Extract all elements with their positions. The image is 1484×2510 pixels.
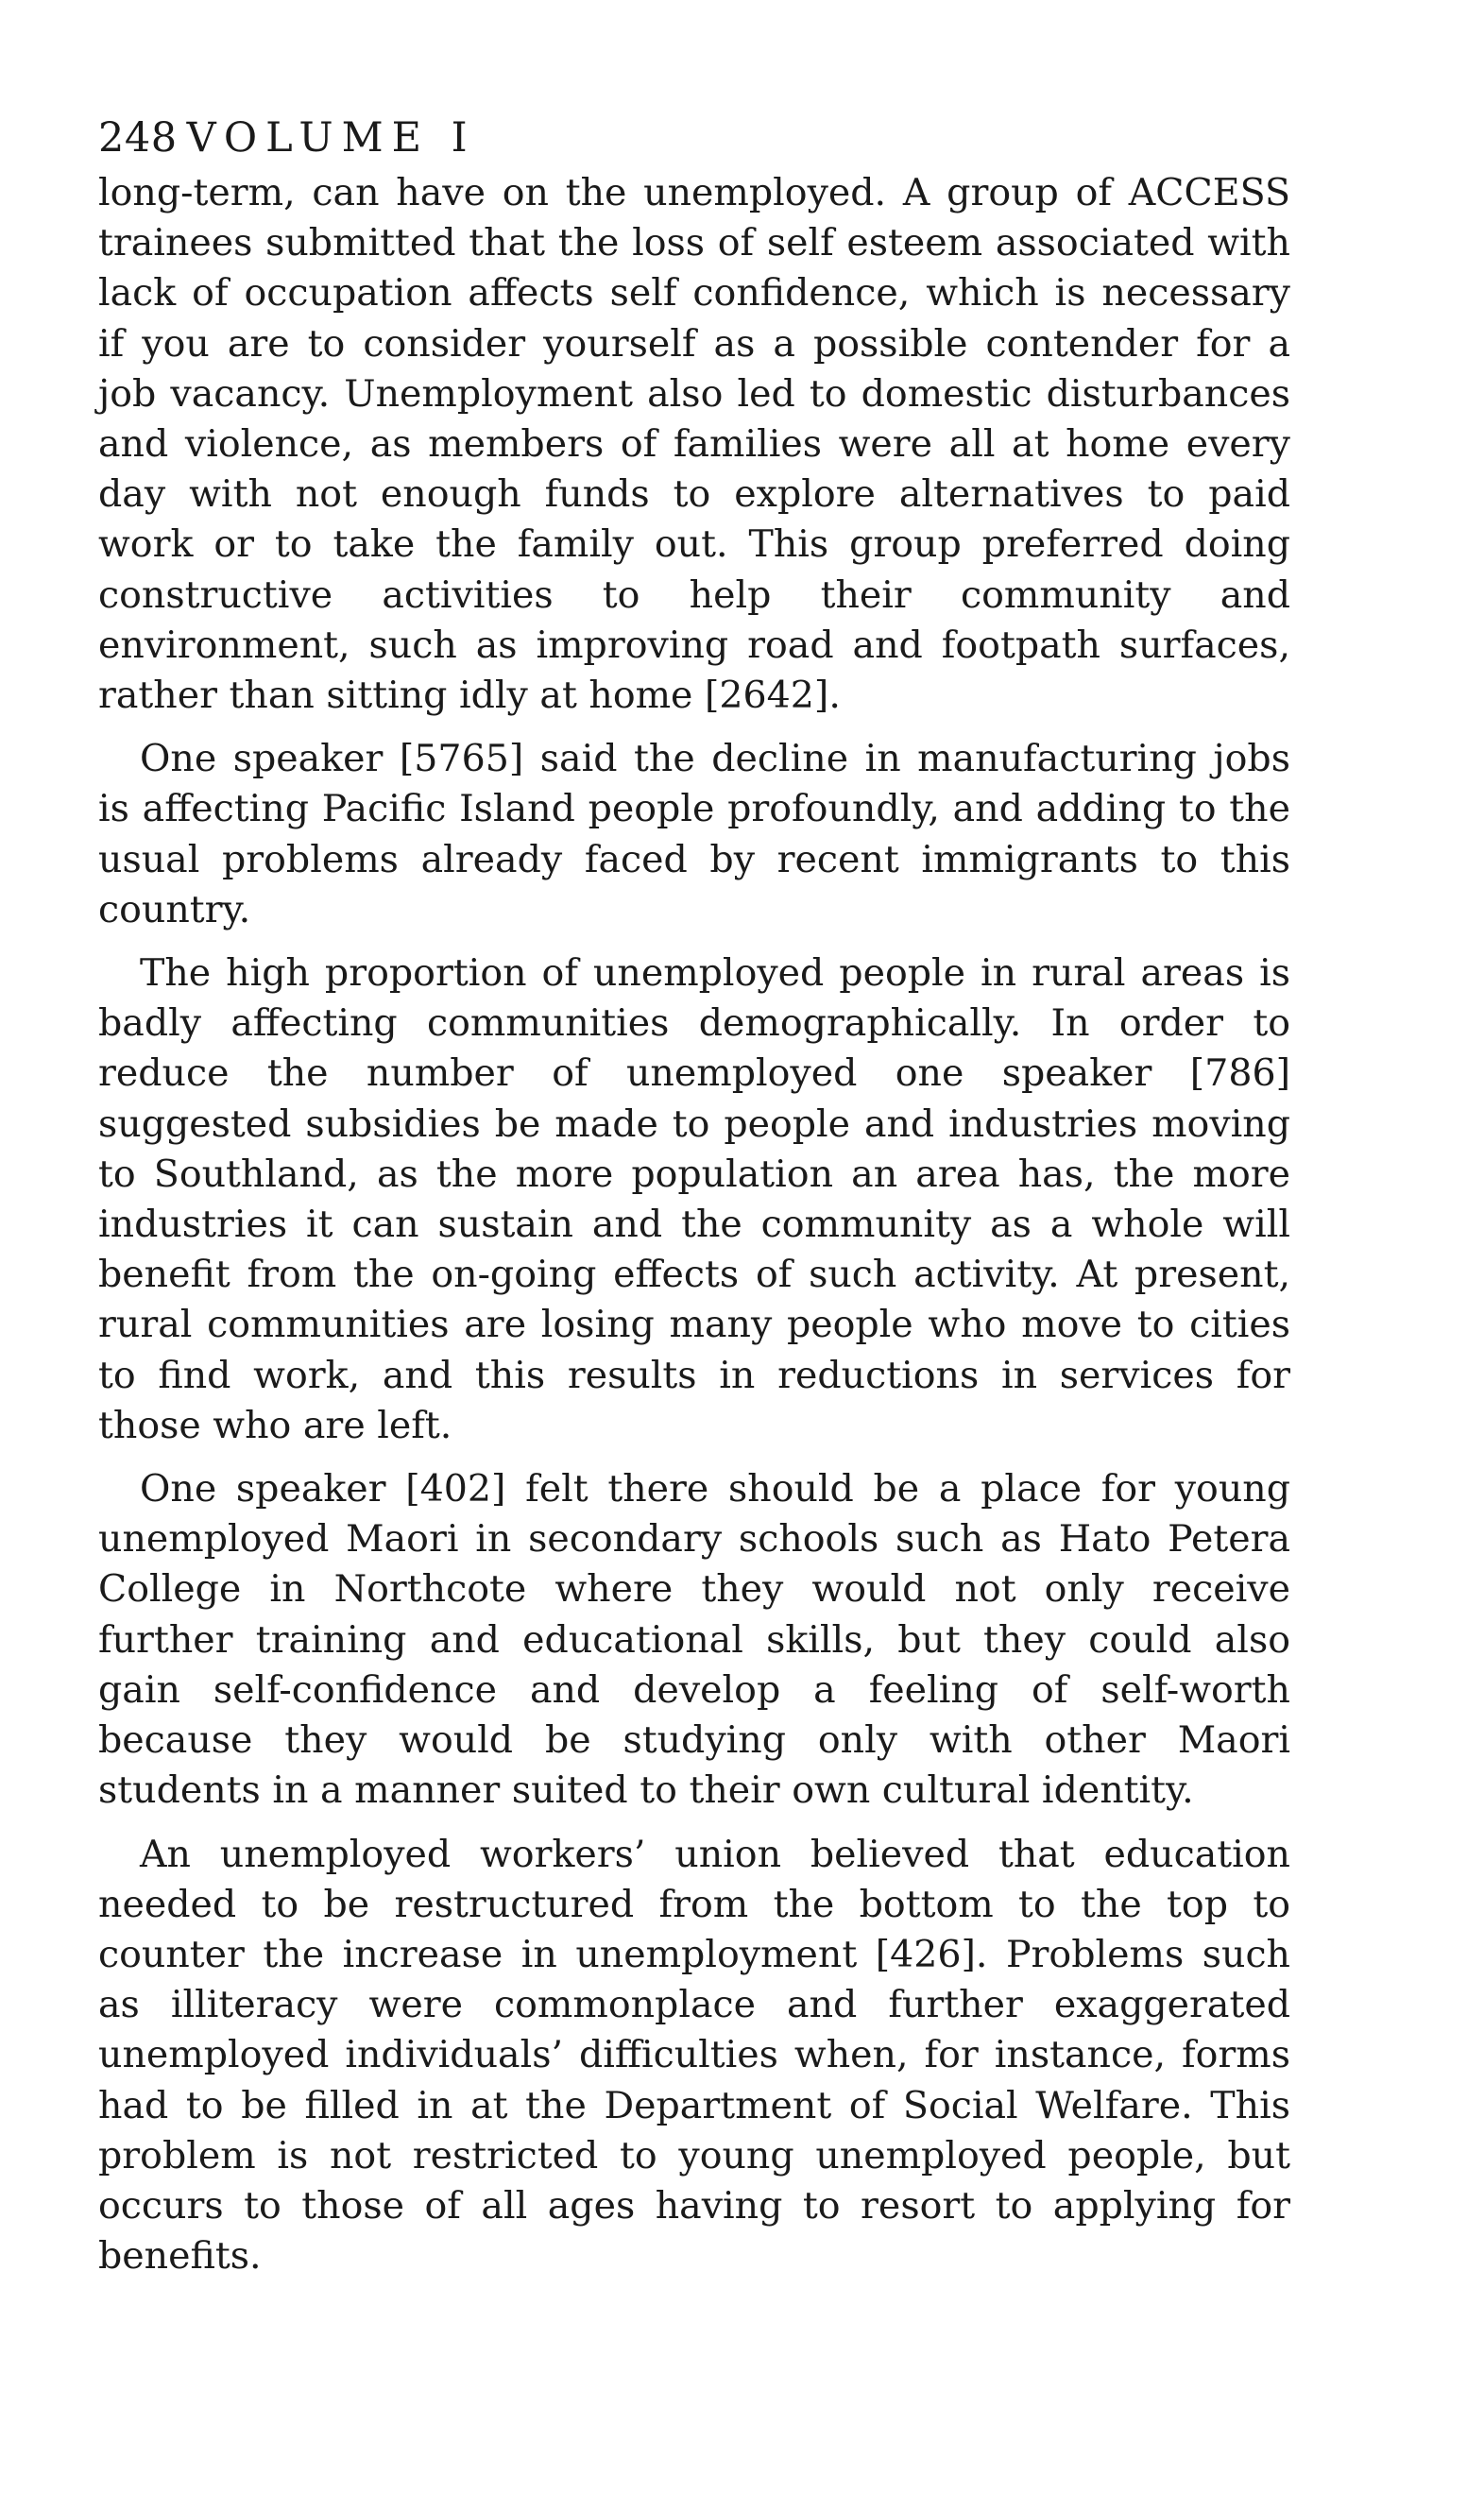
- paragraph-4: One speaker [402] felt there should be a place for young unemployed Maori in secondary schools such as Hato Petera College in Northcote where they would not only receive further training and educational skills, but they could also gain self-confidence and develop a feeling of self-worth because they would be studying only with other Maori students in a manner suited to their own cultural identity.: [98, 1467, 1290, 1813]
- paragraph-5: An unemployed workers’ union believed that education needed to be restructured from the bottom to the top to counter the increase in unemployment [426]. Problems such as illiteracy were commonplace and further exaggerated unemployed individuals’ difficulties when, for instance, forms had to be filled in at the Department of Social Welfare. This problem is not restricted to young unemployed people, but occurs to those of all ages having to resort to applying for benefits.: [98, 1832, 1290, 2279]
- running-head: [98, 111, 1290, 164]
- volume-label: VOLUME I: [186, 114, 476, 162]
- paragraph-1: long-term, can have on the unemployed. A group of ACCESS trainees submitted that the loss of self esteem associated with lack of occupation affects self confidence, which is necessary if you are to consider yourself as a possible contender for a job vacancy. Unemployment also led to domestic disturbances and violence, as members of families were all at home every day with not enough funds to explore alternatives to paid work or to take the family out. This group preferred doing constructive activities to help their community and environment, such as improving road and footpath surfaces, rather than sitting idly at home [2642].: [98, 171, 1290, 718]
- page-number: 248: [98, 114, 178, 162]
- document-page: [98, 111, 1290, 2295]
- paragraph-2: One speaker [5765] said the decline in manufacturing jobs is affecting Pacific Island people profoundly, and adding to the usual problems already faced by recent immigrants to this country.: [98, 737, 1290, 931]
- paragraph-3: The high proportion of unemployed people in rural areas is badly affecting communities demographically. In order to reduce the number of unemployed one speaker [786] suggested subsidies be made to people and industries moving to Southland, as the more population an area has, the more industries it can sustain and the community as a whole will benefit from the on-going effects of such activity. At present, rural communities are losing many people who move to cities to find work, and this results in reductions in services for those who are left.: [98, 951, 1290, 1447]
